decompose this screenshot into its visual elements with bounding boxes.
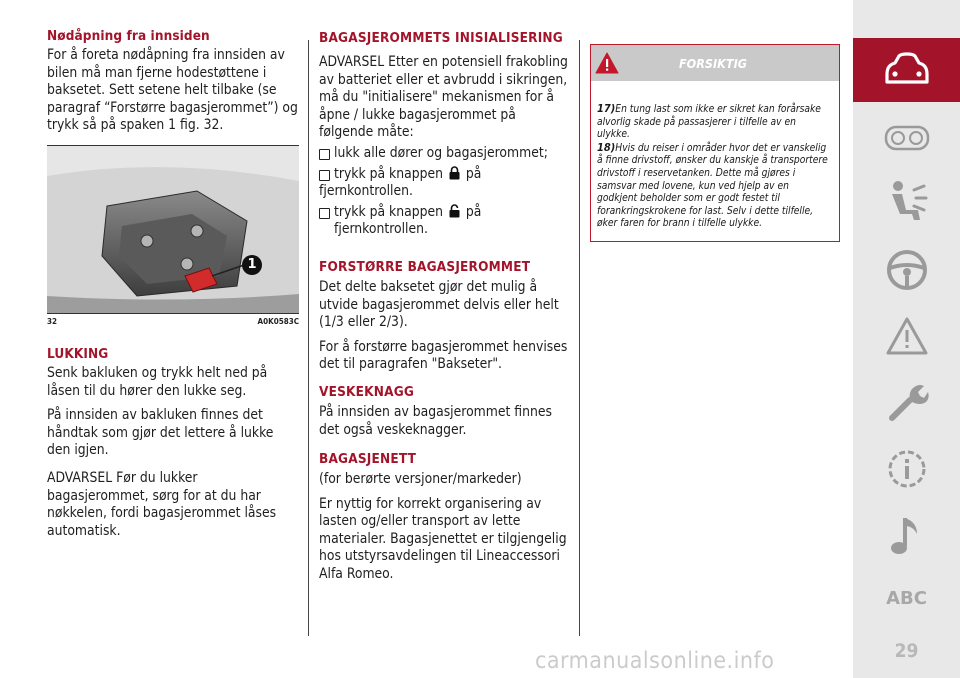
list-item [319,204,571,239]
heading-trunk-initialization: BAGASJEROMMETS INISIALISERING [319,30,563,46]
music-note-icon[interactable] [853,514,960,558]
page-number: 29 [894,640,919,662]
list-item [319,166,571,184]
list-item-text: lukk alle dører og bagasjerommet; [334,144,548,161]
heading-luggage-net: BAGASJENETT [319,451,417,468]
watermark: carmanualsonline.info [535,648,775,674]
figure-caption [47,317,299,326]
wrench-icon[interactable] [853,380,960,424]
caution-title: FORSIKTIG [679,55,747,71]
paragraph-enlarge-2: For å forstørre bagasjerommet henvises det til paragrafen "Bakseter". [319,338,568,373]
lock-icon [449,166,460,180]
paragraph-emergency-opening: For å foreta nødåpning fra innsiden av bilen må man fjerne hodestøttene i baksetet. Sett setene helt tilbake (se paragraf “Forstørre bagasjerommet”) og trykk så på spaken 1 fig. 32. [47,47,298,134]
index-abc-link[interactable] [853,588,960,609]
left-column [47,28,299,547]
warning-triangle-icon [595,52,619,74]
list-item [319,145,571,163]
figure-number: 32 [47,316,58,326]
column-divider-1 [308,40,309,636]
paragraph-bag-hook: På innsiden av bagasjerommet finnes det også veskeknagger. [319,403,552,438]
figure-callout-1: 1 [242,255,262,275]
checkbox-bullet-icon [319,149,330,160]
heading-emergency-opening: Nødåpning fra innsiden [47,28,210,44]
active-chapter-highlight [853,38,960,102]
figure-code: A0K0583C [257,316,299,326]
abc-label: ABC [886,588,927,609]
paragraph-closing-1: Senk bakluken og trykk helt ned på låsen til du hører den lukke seg. [47,364,268,399]
caution-body [591,81,839,241]
info-gear-icon[interactable] [853,446,960,492]
paragraph-initialization: ADVARSEL Etter en potensiell frakobling av batteriet eller et avbrudd i sikringen, må du "initialisere" mekanismen for å åpne / lukke bagasjerommet på følgende måte: [319,54,568,141]
heading-closing: LUKKING [47,345,109,362]
list-item-text: trykk på knappen på fjernkontrollen. [334,203,482,238]
paragraph-closing-2: På innsiden av bakluken finnes det håndtak som gjør det lettere å lukke den igjen. [47,407,274,459]
warning-triangle-icon[interactable] [853,316,960,356]
caution-item: 17)En tung last som ikke er sikret kan forårsake alvorlig skade på passasjerer i tilfelle av en ulykke. [597,102,821,141]
checkbox-bullet-icon [319,170,330,181]
dashboard-gauges-icon[interactable] [853,124,960,152]
unlock-icon [449,204,460,218]
paragraph-luggage-net-versions: (for berørte versjoner/markeder) [319,471,522,488]
list-item-continuation: fjernkontrollen. [319,183,413,200]
list-item-text: trykk på knappen på [334,165,482,182]
checkbox-bullet-icon [319,208,330,219]
caution-header [591,45,839,81]
middle-column [319,28,571,591]
seat-passenger-icon[interactable] [853,180,960,224]
paragraph-closing-warning: ADVARSEL Før du lukker bagasjerommet, sørg for at du har nøkkelen, fordi bagasjerommet låses automatisk. [47,469,277,539]
paragraph-enlarge-1: Det delte baksetet gjør det mulig å utvide bagasjerommet delvis eller helt (1/3 eller 2/3). [319,278,559,331]
caution-box [590,44,840,242]
trunk-lock-illustration [47,146,299,313]
steering-wheel-icon[interactable] [853,248,960,292]
paragraph-luggage-net: Er nyttig for korrekt organisering av lasten og/eller transport av lette materialer. Bagasjenettet er tilgjengelig hos utstyrsavdelingen til Lineaccessori Alfa Romeo. [319,495,567,583]
car-icon-active[interactable] [853,50,960,88]
column-divider-2 [579,40,580,636]
right-column [590,28,840,242]
caution-item: 18)Hvis du reiser i områder hvor det er vanskelig å finne drivstoff, ønsker du kanskje å transportere drivstoff i reservetanken. Dette må gjøres i samsvar med lovene, kun ved hjelp av en godkjent beholder som er godt festet til forankringskrokene for last. Selv i dette tilfelle, øker faren for brann i tilfelle ulykke. [597,140,828,230]
heading-bag-hook: VESKEKNAGG [319,383,415,400]
heading-enlarge-trunk: FORSTØRRE BAGASJEROMMET [319,258,531,275]
figure-32-image [47,145,299,314]
